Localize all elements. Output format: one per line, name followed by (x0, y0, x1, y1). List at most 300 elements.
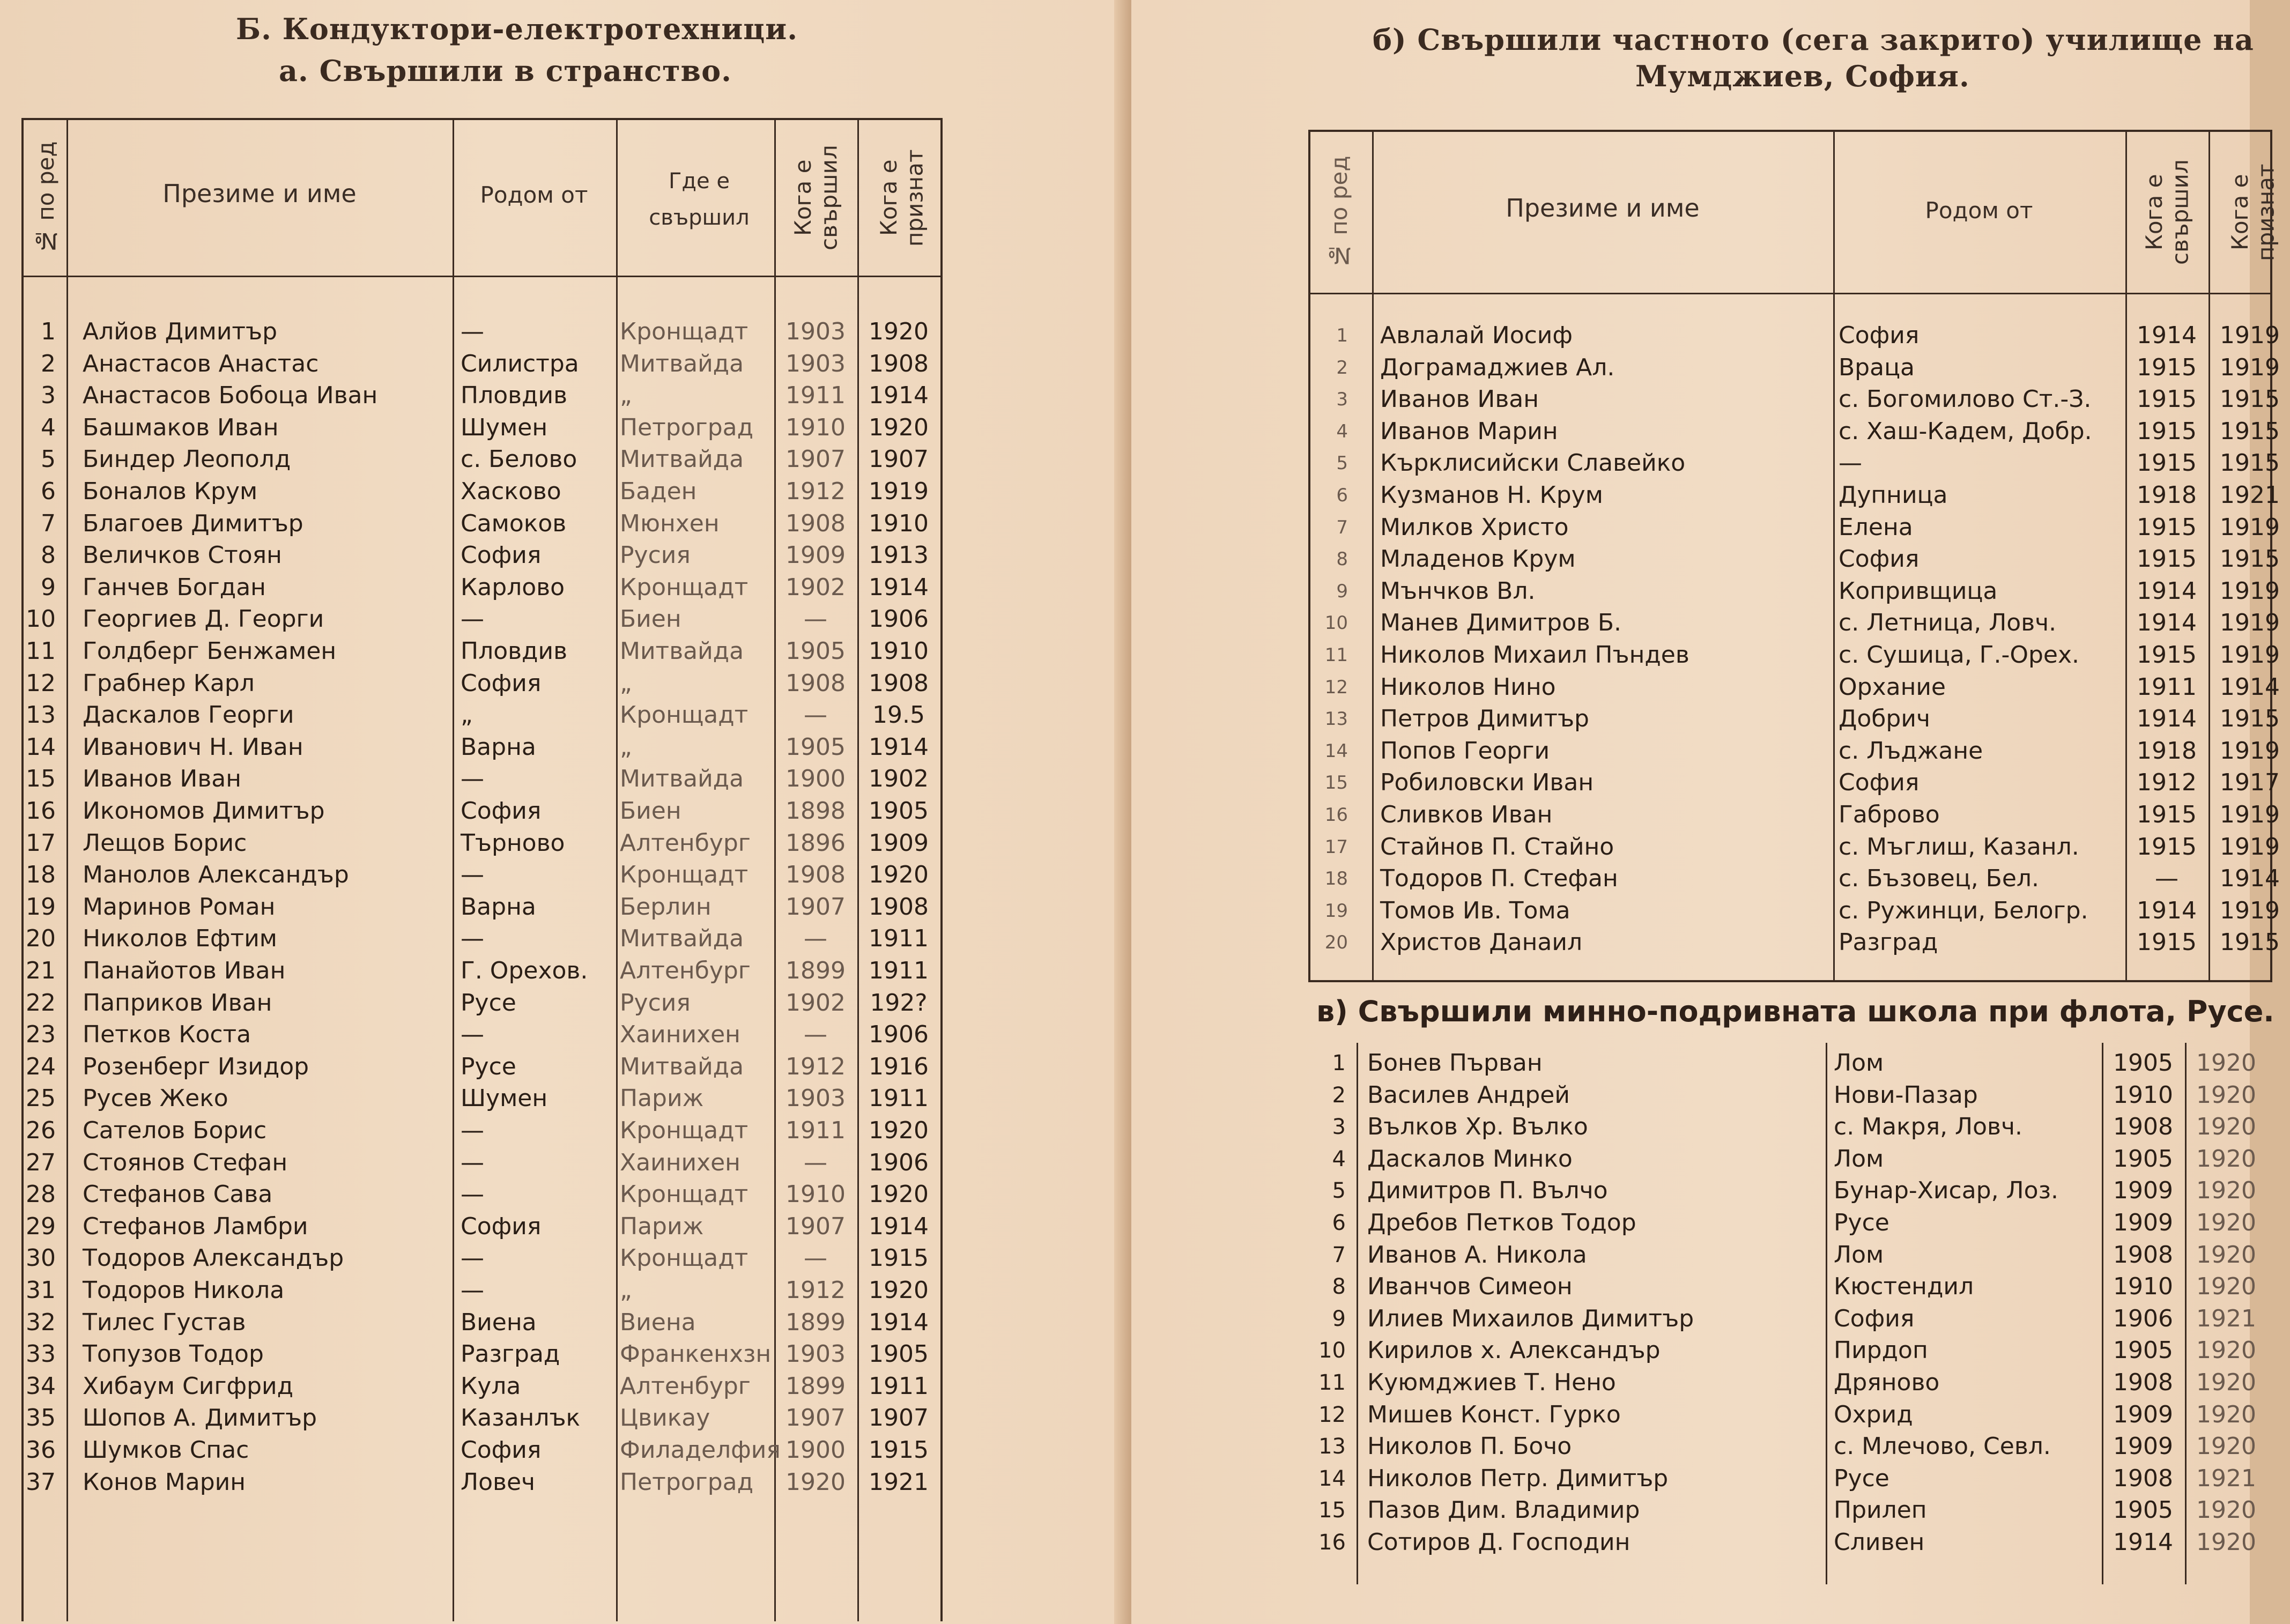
row-number: 7 (41, 509, 56, 537)
row-number: 15 (1318, 1498, 1346, 1523)
row-year-recognized: 1920 (2196, 1145, 2256, 1173)
row-year-finished: 1900 (785, 1436, 846, 1464)
right-page (1131, 0, 2280, 1624)
row-number: 13 (1324, 708, 1348, 730)
row-from: Добрич (1839, 705, 1930, 733)
row-number: 6 (1336, 485, 1348, 506)
row-from: Враца (1839, 353, 1915, 381)
table-row (24, 1402, 940, 1434)
row-from: София (461, 797, 542, 825)
row-year-finished: 1914 (2137, 322, 2197, 349)
row-number: 20 (1324, 932, 1348, 954)
row-name: Младенов Крум (1380, 545, 1576, 573)
row-name: Николов Ефтим (83, 925, 277, 953)
row-name: Дребов Петков Тодор (1367, 1209, 1636, 1236)
row-name: Мишев Конст. Гурко (1367, 1400, 1621, 1428)
row-number: 6 (1332, 1211, 1346, 1235)
row-name: Илиев Михаилов Димитър (1367, 1304, 1694, 1332)
left-header-where: Где е свършил (649, 169, 750, 230)
row-year-finished: 1912 (785, 1052, 846, 1080)
row-where: „ (620, 382, 632, 410)
row-from: Русе (461, 1052, 516, 1080)
row-year-finished: 1915 (2137, 353, 2197, 381)
table-row (1310, 671, 2280, 703)
table-row (24, 1466, 940, 1499)
row-year-recognized: 1921 (2220, 481, 2280, 509)
row-name: Стоянов Стефан (83, 1148, 288, 1176)
row-from: — (461, 1277, 484, 1304)
row-from: Кула (461, 1372, 521, 1400)
table-row (24, 731, 940, 763)
row-year-recognized: 1920 (2196, 1529, 2256, 1556)
row-name: Мънчков Вл. (1380, 577, 1536, 605)
row-name: Христов Данаил (1380, 929, 1583, 956)
left-header-from: Родом от (480, 182, 588, 208)
right-table (1308, 130, 2280, 982)
left-header-num: № по ред (33, 141, 59, 255)
row-number: 2 (1332, 1082, 1346, 1108)
table-row (1308, 1526, 2268, 1559)
table-row (24, 987, 940, 1019)
table-row (1308, 1399, 2268, 1431)
row-number: 15 (1324, 772, 1348, 794)
row-year-recognized: 1915 (869, 1436, 929, 1464)
row-where: Русия (620, 989, 691, 1017)
row-from: Шумен (461, 413, 548, 441)
row-from: Казанлък (461, 1404, 581, 1432)
row-year-recognized: 1906 (869, 1148, 929, 1176)
row-name: Грабнер Карл (83, 669, 255, 697)
row-where: Митвайда (620, 765, 744, 793)
row-year-recognized: 1920 (2196, 1400, 2256, 1428)
row-name: Конов Марин (83, 1468, 246, 1496)
row-year-recognized: 1920 (2196, 1433, 2256, 1460)
row-where: Баден (620, 478, 697, 505)
row-number: 8 (41, 542, 56, 569)
table-row (1308, 1175, 2268, 1207)
row-from: Г. Орехов. (461, 957, 588, 984)
row-from: Шумен (461, 1085, 548, 1113)
row-number: 7 (1336, 516, 1348, 538)
row-year-finished: 1898 (785, 797, 846, 825)
row-from: Прилеп (1834, 1496, 1927, 1524)
row-year-finished: 1910 (2113, 1273, 2173, 1301)
row-number: 36 (26, 1436, 56, 1464)
row-name: Иванов Марин (1380, 417, 1558, 445)
row-year-recognized: 1919 (2220, 609, 2280, 637)
row-from: Габрово (1839, 801, 1940, 828)
row-number: 9 (41, 573, 56, 601)
row-number: 1 (41, 318, 56, 345)
table-row (24, 348, 940, 380)
table-row (1310, 926, 2280, 959)
table-row (24, 1211, 940, 1243)
row-number: 10 (1318, 1338, 1346, 1363)
row-from: София (461, 1212, 542, 1240)
row-year-recognized: 1920 (2196, 1241, 2256, 1269)
table-row (24, 795, 940, 827)
row-year-recognized: 1911 (869, 1085, 929, 1113)
row-name: Даскалов Георги (83, 701, 294, 729)
row-where: Хаинихен (620, 1148, 740, 1176)
row-number: 32 (26, 1308, 56, 1336)
row-from: с. Лъджане (1839, 737, 1983, 765)
row-number: 9 (1336, 580, 1348, 602)
table-row (24, 508, 940, 540)
row-year-finished: — (804, 1021, 827, 1049)
right-header-recognized: Кога е признат (2227, 164, 2279, 261)
row-year-finished: 1903 (785, 1085, 846, 1113)
row-year-recognized: 1919 (2220, 353, 2280, 381)
table-row (24, 859, 940, 891)
row-year-recognized: 1920 (2196, 1337, 2256, 1365)
row-year-recognized: 1920 (2196, 1049, 2256, 1077)
row-number: 29 (26, 1212, 56, 1240)
row-year-recognized: 1911 (869, 1372, 929, 1400)
row-from: с. Летница, Ловч. (1839, 609, 2057, 637)
row-name: Николов П. Бочо (1367, 1433, 1572, 1460)
row-from: Търново (461, 829, 565, 857)
row-year-recognized: 1907 (869, 446, 929, 473)
row-number: 11 (26, 637, 56, 665)
row-year-finished: 1914 (2137, 705, 2197, 733)
row-number: 35 (26, 1404, 56, 1432)
row-year-finished: — (804, 701, 827, 729)
row-year-finished: 1908 (2113, 1241, 2173, 1269)
row-year-recognized: 1905 (869, 797, 929, 825)
row-name: Иванов Иван (83, 765, 241, 793)
row-year-recognized: 1919 (2220, 737, 2280, 765)
row-year-recognized: 1920 (869, 1277, 929, 1304)
row-name: Маринов Роман (83, 893, 276, 921)
row-year-recognized: 1919 (2220, 833, 2280, 861)
row-where: Виена (620, 1308, 696, 1336)
table-row (1308, 1463, 2268, 1495)
row-from: Пловдив (461, 637, 568, 665)
row-number: 3 (41, 382, 56, 410)
row-name: Николов Петр. Димитър (1367, 1464, 1669, 1492)
row-number: 12 (1324, 676, 1348, 698)
table-row (1308, 1271, 2268, 1303)
row-name: Русев Жеко (83, 1085, 228, 1113)
table-row (24, 572, 940, 604)
row-year-recognized: 1913 (869, 542, 929, 569)
row-year-finished: 1912 (2137, 769, 2197, 797)
row-name: Хибаум Сигфрид (83, 1372, 294, 1400)
row-where: Кронщадт (620, 861, 748, 889)
row-number: 34 (26, 1372, 56, 1400)
row-year-finished: 1908 (2113, 1369, 2173, 1396)
row-where: Петроград (620, 1468, 754, 1496)
row-from: Ловеч (461, 1468, 536, 1496)
row-from: Елена (1839, 513, 1913, 541)
row-number: 2 (1336, 357, 1348, 379)
row-year-recognized: 1921 (2196, 1304, 2256, 1332)
table-row (24, 316, 940, 348)
table-row (1310, 735, 2280, 767)
row-from: Пловдив (461, 382, 568, 410)
left-header-finished: Кога е свършил (790, 145, 842, 251)
row-from: Русе (1834, 1464, 1889, 1492)
table-row (24, 412, 940, 444)
row-from: Бунар-Хисар, Лоз. (1834, 1177, 2058, 1205)
row-where: Кронщадт (620, 1244, 748, 1272)
row-name: Сотиров Д. Господин (1367, 1529, 1631, 1556)
row-where: „ (620, 669, 632, 697)
table-row (24, 1434, 940, 1466)
row-year-finished: 1911 (785, 1117, 846, 1144)
row-name: Кузманов Н. Крум (1380, 481, 1603, 509)
row-name: Томов Ив. Тома (1380, 896, 1570, 924)
row-from: с. Ружинци, Белогр. (1839, 896, 2088, 924)
row-year-recognized: 1909 (869, 829, 929, 857)
row-number: 4 (1332, 1146, 1346, 1171)
row-from: София (1839, 545, 1920, 573)
table-row (1310, 607, 2280, 639)
row-name: Стефанов Сава (83, 1181, 273, 1208)
row-year-finished: 1910 (785, 1181, 846, 1208)
row-year-recognized: 1914 (2220, 865, 2280, 893)
table-row (1310, 511, 2280, 544)
table-row (1308, 1143, 2268, 1175)
row-year-finished: — (804, 605, 827, 633)
table-row (24, 443, 940, 476)
table-row (1310, 320, 2280, 352)
row-where: Русия (620, 542, 691, 569)
row-year-recognized: 1920 (869, 413, 929, 441)
row-year-finished: 1915 (2137, 385, 2197, 413)
row-from: Дупница (1839, 481, 1948, 509)
row-year-finished: 1914 (2113, 1529, 2173, 1556)
row-number: 5 (41, 446, 56, 473)
row-from: — (461, 861, 484, 889)
right-title-1: б) Свършили частното (сега закрито) училище на (1373, 23, 2254, 57)
row-number: 3 (1336, 389, 1348, 411)
right-header-name: Презиме и име (1506, 194, 1700, 223)
table-row (1310, 639, 2280, 671)
row-where: Алтенбург (620, 957, 751, 984)
right-header-num: № по ред (1326, 155, 1352, 269)
row-name: Анастасов Анастас (83, 350, 319, 377)
row-number: 14 (1318, 1466, 1346, 1491)
row-year-finished: 1905 (2113, 1337, 2173, 1365)
table-row (1308, 1303, 2268, 1335)
row-from: Нови-Пазар (1834, 1081, 1978, 1109)
row-number: 11 (1318, 1370, 1346, 1395)
row-year-recognized: 1921 (2196, 1464, 2256, 1492)
row-year-finished: 1908 (2113, 1464, 2173, 1492)
row-from: — (461, 318, 484, 345)
row-where: Кронщадт (620, 1181, 748, 1208)
row-year-finished: 1915 (2137, 929, 2197, 956)
row-name: Петков Коста (83, 1021, 251, 1049)
row-year-recognized: 1902 (869, 765, 929, 793)
row-year-finished: 1902 (785, 573, 846, 601)
row-name: Авлалай Иосиф (1380, 322, 1573, 349)
row-year-finished: 1907 (785, 1212, 846, 1240)
row-year-finished: 1909 (2113, 1177, 2173, 1205)
row-where: Париж (620, 1085, 704, 1113)
table-row (24, 1178, 940, 1211)
row-year-finished: 1899 (785, 1308, 846, 1336)
left-title-1: Б. Кондуктори-електротехници. (236, 12, 798, 46)
row-year-finished: 1920 (785, 1468, 846, 1496)
row-where: Кронщадт (620, 1117, 748, 1144)
row-year-recognized: 1906 (869, 1021, 929, 1049)
row-from: Лом (1834, 1241, 1884, 1269)
table-row (24, 1274, 940, 1307)
row-where: Кронщадт (620, 573, 748, 601)
row-where: „ (620, 733, 632, 761)
row-name: Манолов Александър (83, 861, 349, 889)
row-number: 27 (26, 1148, 56, 1176)
row-year-finished: 1908 (785, 509, 846, 537)
row-number: 13 (26, 701, 56, 729)
row-name: Иванов Иван (1380, 385, 1539, 413)
table-row (24, 1115, 940, 1147)
row-from: София (461, 542, 542, 569)
row-year-recognized: 1919 (2220, 641, 2280, 669)
row-from: с. Мъглиш, Казанл. (1839, 833, 2079, 861)
row-from: София (461, 1436, 542, 1464)
row-name: Кърклисийски Славейко (1380, 449, 1686, 477)
row-from: Разград (1839, 929, 1938, 956)
row-where: Алтенбург (620, 829, 751, 857)
row-year-recognized: 192? (870, 989, 928, 1017)
row-name: Бонев Първан (1367, 1049, 1543, 1077)
row-year-recognized: 1920 (2196, 1081, 2256, 1109)
table-row (1310, 895, 2280, 927)
row-year-finished: 1908 (2113, 1113, 2173, 1141)
row-year-finished: 1915 (2137, 801, 2197, 828)
row-name: Сателов Борис (83, 1117, 267, 1144)
row-name: Куюмджиев Т. Нено (1367, 1369, 1616, 1396)
row-number: 20 (26, 925, 56, 953)
row-from: с. Сушица, Г.-Орех. (1839, 641, 2080, 669)
row-year-recognized: 1919 (2220, 801, 2280, 828)
row-year-finished: 1918 (2137, 481, 2197, 509)
row-year-recognized: 1908 (869, 669, 929, 697)
row-number: 16 (1318, 1530, 1346, 1555)
row-from: Сливен (1834, 1529, 1925, 1556)
row-year-recognized: 1917 (2220, 769, 2280, 797)
row-from: „ (461, 701, 473, 729)
row-number: 10 (26, 605, 56, 633)
row-year-recognized: 1920 (2196, 1369, 2256, 1396)
right-header-finished: Кога е свършил (2141, 159, 2193, 265)
row-from: с. Млечово, Севл. (1834, 1433, 2051, 1460)
row-year-finished: 1905 (2113, 1049, 2173, 1077)
row-number: 19 (1324, 900, 1348, 922)
left-header-name: Презиме и име (162, 179, 357, 208)
row-name: Топузов Тодор (83, 1340, 264, 1368)
row-year-finished: — (804, 1148, 827, 1176)
table-row (24, 635, 940, 668)
row-number: 13 (1318, 1434, 1346, 1459)
row-year-finished: 1910 (785, 413, 846, 441)
right-title-2: Мумджиев, София. (1635, 59, 1970, 93)
row-number: 23 (26, 1021, 56, 1049)
row-from: София (1839, 769, 1920, 797)
row-name: Милков Христо (1380, 513, 1569, 541)
row-number: 24 (26, 1052, 56, 1080)
row-number: 14 (1324, 740, 1348, 762)
row-number: 15 (26, 765, 56, 793)
row-year-finished: 1912 (785, 478, 846, 505)
row-where: Цвикау (620, 1404, 710, 1432)
table-row (24, 603, 940, 635)
row-name: Тодоров Никола (83, 1277, 285, 1304)
row-from: Самоков (461, 509, 567, 537)
row-year-finished: 1902 (785, 989, 846, 1017)
row-name: Ганчев Богдан (83, 573, 266, 601)
row-year-finished: 1903 (785, 350, 846, 377)
row-from: Русе (461, 989, 516, 1017)
row-year-finished: 1907 (785, 893, 846, 921)
row-year-finished: 1903 (785, 1340, 846, 1368)
row-number: 33 (26, 1340, 56, 1368)
row-year-recognized: 1920 (2196, 1177, 2256, 1205)
row-name: Панайотов Иван (83, 957, 286, 984)
table-row (24, 827, 940, 859)
row-year-recognized: 1911 (869, 957, 929, 984)
row-name: Тилес Густав (83, 1308, 246, 1336)
row-year-finished: 1900 (785, 765, 846, 793)
row-number: 25 (26, 1085, 56, 1113)
row-from: Варна (461, 733, 536, 761)
left-title-2: а. Свършили в странство. (279, 54, 732, 88)
right-header-from: Родом от (1925, 197, 2033, 224)
row-name: Вълков Хр. Вълко (1367, 1113, 1588, 1141)
row-number: 12 (26, 669, 56, 697)
row-from: Русе (1834, 1209, 1889, 1236)
table-row (1308, 1239, 2268, 1271)
row-name: Величков Стоян (83, 542, 282, 569)
row-year-recognized: 1908 (869, 893, 929, 921)
row-number: 22 (26, 989, 56, 1017)
table-row (1310, 799, 2280, 831)
row-year-recognized: 1908 (869, 350, 929, 377)
row-from: — (461, 1117, 484, 1144)
row-year-recognized: 1919 (2220, 896, 2280, 924)
table-row (1310, 703, 2280, 735)
row-year-finished: 1918 (2137, 737, 2197, 765)
row-year-recognized: 1914 (869, 573, 929, 601)
row-from: Хасково (461, 478, 561, 505)
row-name: Розенберг Изидор (83, 1052, 309, 1080)
row-name: Василев Андрей (1367, 1081, 1570, 1109)
row-number: 37 (26, 1468, 56, 1496)
table-row (24, 763, 940, 795)
row-year-recognized: 1920 (2196, 1273, 2256, 1301)
row-from: Дряново (1834, 1369, 1940, 1396)
row-year-finished: 1896 (785, 829, 846, 857)
right-lower-table (1308, 1043, 2268, 1584)
row-number: 2 (41, 350, 56, 377)
row-where: Митвайда (620, 350, 744, 377)
row-number: 5 (1332, 1178, 1346, 1204)
table-row (1310, 479, 2280, 511)
row-name: Стефанов Ламбри (83, 1212, 308, 1240)
row-where: Алтенбург (620, 1372, 751, 1400)
row-year-recognized: 1915 (2220, 705, 2280, 733)
row-where: Кронщадт (620, 318, 748, 345)
table-row (24, 955, 940, 987)
row-year-recognized: 1915 (2220, 385, 2280, 413)
row-name: Иванчов Симеон (1367, 1273, 1573, 1301)
row-name: Благоев Димитър (83, 509, 303, 537)
table-row (24, 539, 940, 572)
